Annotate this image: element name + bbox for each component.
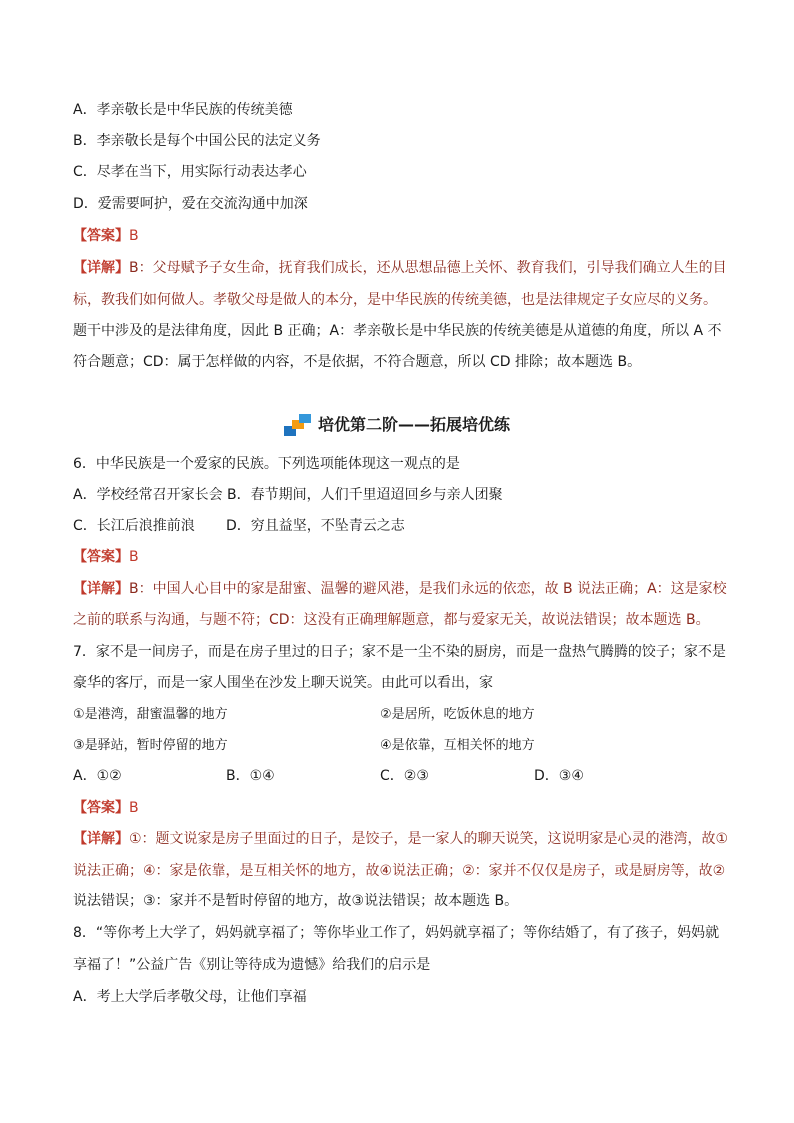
q7-detail-line-2: 说法正确；④：家是依靠，是互相关怀的地方，故④说法正确；②：家并不仅仅是房子，或是厨房等，故②	[73, 863, 726, 879]
q8-stem-line-2: 享福了！”公益广告《别让等待成为遗憾》给我们的启示是	[73, 957, 431, 973]
answer-value: B	[129, 800, 139, 816]
answer-label: 【答案】	[73, 228, 129, 244]
q6-option-d: D．穷且益坚，不坠青云之志	[226, 518, 405, 534]
q6-answer	[73, 547, 139, 567]
section-heading	[0, 412, 794, 445]
q7-item-1: ①是港湾，甜蜜温馨的地方	[73, 707, 228, 722]
detail-label: 【详解】	[73, 260, 129, 276]
q5-option-d: D．爱需要呵护，爱在交流沟通中加深	[73, 196, 308, 212]
q6-options-ab: A．学校经常召开家长会 B．春节期间，人们千里迢迢回乡与亲人团聚	[73, 487, 503, 503]
detail-text: ①：题文说家是房子里面过的日子，是饺子，是一家人的聊天说笑，这说明家是心灵的港湾，故①	[129, 831, 729, 847]
detail-label: 【详解】	[73, 581, 129, 597]
q6-options-cd	[73, 516, 405, 536]
q5-detail-line-1	[73, 258, 727, 278]
detail-text: B：中国人心目中的家是甜蜜、温馨的避风港，是我们永远的依恋，故 B 说法正确；A：这是家校	[129, 581, 727, 597]
q5-option-c: C．尽孝在当下，用实际行动表达孝心	[73, 164, 307, 180]
q7-option-b: B．①④	[226, 768, 275, 784]
q5-answer	[73, 226, 139, 246]
q7-item-2: ②是居所，吃饭休息的地方	[380, 707, 535, 722]
q7-detail-line-1	[73, 829, 728, 849]
q5-detail-line-4: 符合题意；CD：属于怎样做的内容，不是依据，不符合题意，所以 CD 排除；故本题选 B。	[73, 354, 642, 370]
detail-text: B：父母赋予子女生命，抚育我们成长，还从思想品德上关怀、教育我们，引导我们确立人生的目	[129, 260, 727, 276]
q8-option-a: A．考上大学后孝敬父母，让他们享福	[73, 989, 307, 1005]
q7-options	[73, 766, 584, 786]
answer-label: 【答案】	[73, 549, 129, 565]
q5-detail-line-3: 题干中涉及的是法律角度，因此 B 正确；A：孝亲敬长是中华民族的传统美德是从道德的角度，所以 A 不	[73, 323, 722, 339]
answer-label: 【答案】	[73, 800, 129, 816]
q6-stem: 6．中华民族是一个爱家的民族。下列选项能体现这一观点的是	[73, 456, 460, 472]
q7-option-d: D．③④	[534, 768, 584, 784]
q7-item-3: ③是驿站，暂时停留的地方	[73, 738, 228, 753]
q7-items-row-1	[73, 705, 535, 725]
q6-option-c: C．长江后浪推前浪	[73, 518, 195, 534]
q7-option-c: C．②③	[380, 768, 429, 784]
q7-item-4: ④是依靠，互相关怀的地方	[380, 738, 535, 753]
q5-option-b: B．李亲敬长是每个中国公民的法定义务	[73, 133, 321, 149]
q7-stem-line-2: 豪华的客厅，而是一家人围坐在沙发上聊天说笑。由此可以看出，家	[73, 675, 493, 691]
q6-detail-line-2: 之前的联系与沟通，与题不符；CD：这没有正确理解题意，都与爱家无关，故说法错误；故本题选 B。	[73, 612, 710, 628]
q8-stem-line-1: 8．“等你考上大学了，妈妈就享福了；等你毕业工作了，妈妈就享福了；等你结婚了，有了孩子，妈妈就	[73, 925, 720, 941]
answer-value: B	[129, 228, 139, 244]
q5-detail-line-2: 标，教我们如何做人。孝敬父母是做人的本分，是中华民族的传统美德，也是法律规定子女应尽的义务。	[73, 292, 717, 308]
q7-items-row-2	[73, 736, 535, 756]
q7-option-a: A．①②	[73, 768, 122, 784]
q7-answer	[73, 798, 139, 818]
answer-value: B	[129, 549, 139, 565]
q7-stem-line-1: 7．家不是一间房子，而是在房子里过的日子；家不是一尘不染的厨房，而是一盘热气腾腾的饺子；家不是	[73, 644, 726, 660]
q6-detail-line-1	[73, 579, 727, 599]
q5-option-a: A．孝亲敬长是中华民族的传统美德	[73, 102, 293, 118]
stairs-blocks-icon	[284, 412, 312, 438]
section-title: 培优第二阶——拓展培优练	[317, 415, 510, 434]
q7-detail-line-3: 说法错误；③：家并不是暂时停留的地方，故③说法错误；故本题选 B。	[73, 893, 519, 909]
detail-label: 【详解】	[73, 831, 129, 847]
